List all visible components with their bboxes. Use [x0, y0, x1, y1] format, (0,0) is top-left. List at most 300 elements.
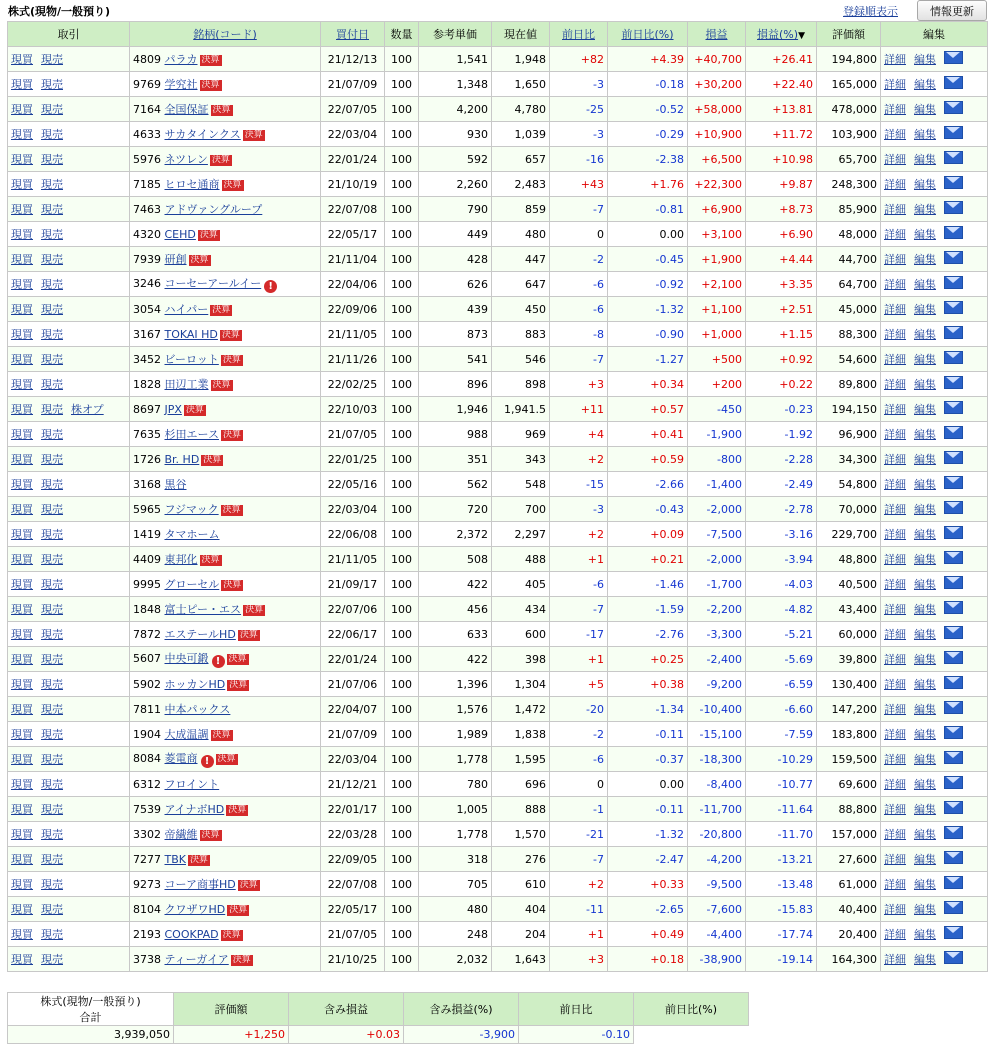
detail-link[interactable]: 詳細: [884, 778, 906, 791]
day-change-pct: -2.38: [608, 147, 688, 172]
buy-link[interactable]: 現買: [11, 153, 33, 166]
sell-link[interactable]: 現売: [41, 53, 63, 66]
edit-link[interactable]: 編集: [914, 878, 936, 891]
edit-link[interactable]: 編集: [914, 453, 936, 466]
sell-link[interactable]: 現売: [41, 128, 63, 141]
earnings-badge[interactable]: 決算: [239, 880, 258, 890]
earnings-badge[interactable]: 決算: [223, 580, 242, 590]
quantity: 100: [385, 47, 419, 72]
detail-link[interactable]: 詳細: [884, 528, 906, 541]
edit-link[interactable]: 編集: [914, 653, 936, 666]
sell-link[interactable]: 現売: [41, 353, 63, 366]
buy-link[interactable]: 現買: [11, 428, 33, 441]
profit-loss: +1,000: [688, 322, 746, 347]
buy-link[interactable]: 現買: [11, 403, 33, 416]
sell-link[interactable]: 現売: [41, 528, 63, 541]
mail-icon[interactable]: [944, 401, 963, 414]
current-price: 480: [492, 222, 550, 247]
buy-link[interactable]: 現買: [11, 253, 33, 266]
edit-link[interactable]: 編集: [914, 253, 936, 266]
earnings-badge[interactable]: 決算: [229, 905, 248, 915]
stock-code: 3738: [133, 953, 161, 966]
stock-name-link[interactable]: 杉田エース: [164, 428, 219, 441]
profit-loss-pct: +26.41: [746, 47, 817, 72]
mail-icon[interactable]: [944, 126, 963, 139]
edit-link[interactable]: 編集: [914, 628, 936, 641]
mail-icon[interactable]: [944, 226, 963, 239]
stock-name-link[interactable]: ネツレン: [164, 153, 208, 166]
stock-name-link[interactable]: 黒谷: [164, 478, 187, 491]
stock-name-link[interactable]: グローセル: [164, 578, 220, 591]
buy-link[interactable]: 現買: [11, 453, 33, 466]
earnings-badge[interactable]: 決算: [189, 854, 208, 865]
earnings-badge[interactable]: 決算: [222, 505, 241, 515]
mail-icon[interactable]: [944, 151, 963, 164]
edit-link[interactable]: 編集: [914, 203, 936, 216]
mail-icon[interactable]: [944, 651, 963, 664]
sell-link[interactable]: 現売: [41, 678, 63, 691]
edit-link[interactable]: 編集: [914, 928, 936, 941]
buy-link[interactable]: 現買: [11, 178, 33, 191]
stock-name-link[interactable]: コーア商事HD: [164, 878, 236, 891]
detail-link[interactable]: 詳細: [884, 103, 906, 116]
mail-icon[interactable]: [944, 251, 963, 264]
stock-code: 1828: [133, 378, 161, 391]
buy-link[interactable]: 現買: [11, 503, 33, 516]
edit-link[interactable]: 編集: [914, 478, 936, 491]
mail-icon[interactable]: [944, 351, 963, 364]
edit-link[interactable]: 編集: [914, 353, 936, 366]
mail-icon[interactable]: [944, 426, 963, 439]
stock-name-link[interactable]: クワザワHD: [164, 903, 226, 916]
stock-name-link[interactable]: 学究社: [164, 78, 198, 91]
sell-link[interactable]: 現売: [41, 703, 63, 716]
detail-link[interactable]: 詳細: [884, 78, 906, 91]
mail-icon[interactable]: [944, 601, 963, 614]
edit-link[interactable]: 編集: [914, 53, 936, 66]
stock-name-link[interactable]: サカタインクス: [164, 128, 241, 141]
mail-icon[interactable]: [944, 701, 963, 714]
header-plpct[interactable]: [746, 22, 817, 47]
stock-name-link[interactable]: コーセーアールイー: [164, 277, 262, 290]
mail-icon[interactable]: [944, 826, 963, 839]
earnings-badge[interactable]: 決算: [228, 654, 247, 664]
stock-option-link[interactable]: 株オプ: [71, 403, 104, 416]
sort-plpct-link[interactable]: 損益(%): [757, 28, 799, 41]
profit-loss: -38,900: [688, 947, 746, 972]
edit-link[interactable]: 編集: [914, 678, 936, 691]
buy-link[interactable]: 現買: [11, 203, 33, 216]
sell-link[interactable]: 現売: [41, 628, 63, 641]
day-change: +1: [550, 922, 608, 947]
detail-link[interactable]: 詳細: [884, 478, 906, 491]
header-chg[interactable]: [550, 22, 608, 47]
detail-link[interactable]: 詳細: [884, 828, 906, 841]
earnings-badge[interactable]: 決算: [211, 155, 230, 165]
edit-link[interactable]: 編集: [914, 403, 936, 416]
edit-link[interactable]: 編集: [914, 128, 936, 141]
buy-link[interactable]: 現買: [11, 278, 33, 291]
sell-link[interactable]: 現売: [41, 153, 63, 166]
sell-link[interactable]: 現売: [41, 578, 63, 591]
sell-link[interactable]: 現売: [41, 178, 63, 191]
detail-link[interactable]: 詳細: [884, 178, 906, 191]
sell-link[interactable]: 現売: [41, 553, 63, 566]
edit-link[interactable]: 編集: [914, 603, 936, 616]
sell-link[interactable]: 現売: [41, 753, 63, 766]
buy-link[interactable]: 現買: [11, 753, 33, 766]
detail-link[interactable]: 詳細: [884, 853, 906, 866]
edit-link[interactable]: 編集: [914, 103, 936, 116]
detail-link[interactable]: 詳細: [884, 353, 906, 366]
detail-link[interactable]: 詳細: [884, 803, 906, 816]
edit-link[interactable]: 編集: [914, 228, 936, 241]
mail-icon[interactable]: [944, 551, 963, 564]
earnings-badge[interactable]: 決算: [222, 929, 241, 940]
stock-name-link[interactable]: パラカ: [164, 53, 198, 66]
buy-link[interactable]: 現買: [11, 653, 33, 666]
detail-link[interactable]: 詳細: [884, 653, 906, 666]
edit-link[interactable]: 編集: [914, 553, 936, 566]
detail-link[interactable]: 詳細: [884, 328, 906, 341]
detail-link[interactable]: 詳細: [884, 703, 906, 716]
mail-icon[interactable]: [944, 101, 963, 114]
stock-name-link[interactable]: 東邦化: [164, 553, 198, 566]
earnings-badge[interactable]: 決算: [190, 255, 209, 265]
stock-name-link[interactable]: Br. HD: [164, 452, 200, 466]
earnings-badge[interactable]: 決算: [228, 805, 247, 815]
stock-name-link[interactable]: CEHD: [164, 227, 196, 241]
quantity: 100: [385, 347, 419, 372]
valuation: 89,800: [817, 372, 881, 397]
reference-price: 1,989: [419, 722, 492, 747]
detail-link[interactable]: 詳細: [884, 378, 906, 391]
edit-link[interactable]: 編集: [914, 153, 936, 166]
sell-link[interactable]: 現売: [41, 203, 63, 216]
sell-link[interactable]: 現売: [41, 503, 63, 516]
sell-link[interactable]: 現売: [41, 303, 63, 316]
detail-link[interactable]: 詳細: [884, 928, 906, 941]
mail-icon[interactable]: [944, 676, 963, 689]
mail-icon[interactable]: [944, 801, 963, 814]
detail-link[interactable]: 詳細: [884, 878, 906, 891]
stock-name-link[interactable]: アイナボHD: [164, 803, 225, 816]
edit-link[interactable]: 編集: [914, 953, 936, 966]
buy-link[interactable]: 現買: [11, 778, 33, 791]
edit-link[interactable]: 編集: [914, 828, 936, 841]
sell-link[interactable]: 現売: [41, 278, 63, 291]
buy-link[interactable]: 現買: [11, 903, 33, 916]
detail-link[interactable]: 詳細: [884, 453, 906, 466]
stock-name-link[interactable]: ハイパー: [164, 303, 209, 316]
detail-link[interactable]: 詳細: [884, 578, 906, 591]
mail-icon[interactable]: [944, 276, 963, 289]
sell-link[interactable]: 現売: [41, 728, 63, 741]
earnings-badge[interactable]: 決算: [239, 630, 258, 640]
stock-name-link[interactable]: TBK: [164, 852, 186, 866]
sell-link[interactable]: 現売: [41, 653, 63, 666]
sell-link[interactable]: 現売: [41, 853, 63, 866]
stock-name-link[interactable]: 全国保証: [164, 103, 209, 116]
edit-link[interactable]: 編集: [914, 703, 936, 716]
stock-name-link[interactable]: アドヴァングループ: [164, 203, 263, 216]
earnings-badge[interactable]: 決算: [223, 180, 242, 190]
earnings-badge[interactable]: 決算: [245, 605, 264, 615]
stock-name-link[interactable]: フロイント: [164, 778, 220, 791]
sort-chg-link[interactable]: 前日比: [562, 28, 595, 41]
buy-link[interactable]: 現買: [11, 603, 33, 616]
earnings-badge[interactable]: 決算: [221, 329, 240, 340]
profit-loss-pct: +0.22: [746, 372, 817, 397]
sell-link[interactable]: 現売: [41, 328, 63, 341]
sort-chgpct-link[interactable]: 前日比(%): [621, 28, 674, 41]
earnings-badge[interactable]: 決算: [201, 830, 220, 840]
buy-link[interactable]: 現買: [11, 678, 33, 691]
detail-link[interactable]: 詳細: [884, 603, 906, 616]
mail-icon[interactable]: [944, 376, 963, 389]
stock-name-link[interactable]: フジマック: [164, 503, 219, 516]
action-cell: [8, 322, 130, 347]
stock-name-link[interactable]: TOKAI HD: [164, 327, 218, 341]
buy-link[interactable]: 現買: [11, 128, 33, 141]
detail-link[interactable]: 詳細: [884, 153, 906, 166]
earnings-badge[interactable]: 決算: [201, 555, 220, 565]
detail-link[interactable]: 詳細: [884, 128, 906, 141]
earnings-badge[interactable]: 決算: [185, 404, 204, 415]
buy-link[interactable]: 現買: [11, 553, 33, 566]
profit-loss-pct: -10.29: [746, 747, 817, 772]
buy-link[interactable]: 現買: [11, 878, 33, 891]
edit-link[interactable]: 編集: [914, 778, 936, 791]
edit-link[interactable]: 編集: [914, 853, 936, 866]
table-row: [8, 922, 988, 947]
stock-name-link[interactable]: ヒロセ通商: [164, 178, 220, 191]
buy-link[interactable]: 現買: [11, 528, 33, 541]
sell-link[interactable]: 現売: [41, 903, 63, 916]
edit-link[interactable]: 編集: [914, 78, 936, 91]
current-price: 548: [492, 472, 550, 497]
detail-link[interactable]: 詳細: [884, 728, 906, 741]
registration-order-link[interactable]: 登録順表示: [843, 5, 898, 18]
stock-name-link[interactable]: 田辺工業: [164, 378, 209, 391]
earnings-badge[interactable]: 決算: [201, 80, 220, 90]
buy-link[interactable]: 現買: [11, 803, 33, 816]
sell-link[interactable]: 現売: [41, 803, 63, 816]
stock-name-link[interactable]: タマホーム: [164, 528, 220, 541]
buy-link[interactable]: 現買: [11, 853, 33, 866]
mail-icon[interactable]: [944, 726, 963, 739]
detail-link[interactable]: 詳細: [884, 278, 906, 291]
mail-icon[interactable]: [944, 776, 963, 789]
edit-link[interactable]: 編集: [914, 728, 936, 741]
detail-link[interactable]: 詳細: [884, 628, 906, 641]
buy-link[interactable]: 現買: [11, 478, 33, 491]
stock-name-link[interactable]: 大成温調: [164, 728, 209, 741]
earnings-badge[interactable]: 決算: [222, 430, 241, 440]
sell-link[interactable]: 現売: [41, 953, 63, 966]
sell-link[interactable]: 現売: [41, 603, 63, 616]
reference-price: 1,576: [419, 697, 492, 722]
mail-icon[interactable]: [944, 901, 963, 914]
stock-name-link[interactable]: ティーガイア: [164, 953, 229, 966]
buy-link[interactable]: 現買: [11, 53, 33, 66]
sell-link[interactable]: 現売: [41, 453, 63, 466]
mail-icon[interactable]: [944, 501, 963, 514]
detail-link[interactable]: 詳細: [884, 403, 906, 416]
edit-link[interactable]: 編集: [914, 178, 936, 191]
earnings-badge[interactable]: 決算: [244, 130, 263, 140]
detail-link[interactable]: 詳細: [884, 53, 906, 66]
stock-name-link[interactable]: COOKPAD: [164, 927, 219, 941]
profit-loss: -18,300: [688, 747, 746, 772]
stock-name-link[interactable]: エステールHD: [164, 628, 236, 641]
detail-link[interactable]: 詳細: [884, 303, 906, 316]
mail-icon[interactable]: [944, 176, 963, 189]
sort-pl-link[interactable]: 損益: [705, 28, 728, 41]
edit-link[interactable]: 編集: [914, 428, 936, 441]
edit-link[interactable]: 編集: [914, 503, 936, 516]
buy-link[interactable]: 現買: [11, 103, 33, 116]
detail-link[interactable]: 詳細: [884, 678, 906, 691]
profit-loss: +6,500: [688, 147, 746, 172]
buy-link[interactable]: 現買: [11, 303, 33, 316]
edit-link[interactable]: 編集: [914, 528, 936, 541]
profit-loss-pct: -19.14: [746, 947, 817, 972]
stock-cell: [130, 747, 321, 772]
header-pl[interactable]: [688, 22, 746, 47]
day-change-pct: -1.32: [608, 822, 688, 847]
detail-link[interactable]: 詳細: [884, 553, 906, 566]
sort-date-link[interactable]: 買付日: [336, 28, 369, 41]
buy-link[interactable]: 現買: [11, 78, 33, 91]
sell-link[interactable]: 現売: [41, 878, 63, 891]
sell-link[interactable]: 現売: [41, 403, 63, 416]
stock-name-link[interactable]: 富士ピー・エス: [164, 603, 242, 616]
mail-icon[interactable]: [944, 76, 963, 89]
stock-name-link[interactable]: 中央可鍛: [164, 652, 209, 665]
edit-link[interactable]: 編集: [914, 328, 936, 341]
buy-link[interactable]: 現買: [11, 928, 33, 941]
buy-link[interactable]: 現買: [11, 828, 33, 841]
action-cell: [8, 797, 130, 822]
edit-link[interactable]: 編集: [914, 578, 936, 591]
sell-link[interactable]: 現売: [41, 228, 63, 241]
mail-icon[interactable]: [944, 326, 963, 339]
sell-link[interactable]: 現売: [41, 78, 63, 91]
earnings-badge[interactable]: 決算: [199, 229, 218, 240]
detail-link[interactable]: 詳細: [884, 903, 906, 916]
mail-icon[interactable]: [944, 451, 963, 464]
detail-link[interactable]: 詳細: [884, 503, 906, 516]
header-chgpct[interactable]: [608, 22, 688, 47]
stock-name-link[interactable]: 中本パックス: [164, 703, 231, 716]
sell-link[interactable]: 現売: [41, 928, 63, 941]
action-cell: [8, 47, 130, 72]
earnings-badge[interactable]: 決算: [222, 355, 241, 365]
stock-name-link[interactable]: JPX: [164, 402, 182, 416]
earnings-badge[interactable]: 決算: [212, 380, 231, 390]
mail-icon[interactable]: [944, 951, 963, 964]
stock-name-link[interactable]: 帝繊維: [164, 828, 198, 841]
buy-link[interactable]: 現買: [11, 703, 33, 716]
detail-link[interactable]: 詳細: [884, 203, 906, 216]
mail-icon[interactable]: [944, 926, 963, 939]
earnings-badge[interactable]: 決算: [203, 454, 222, 465]
edit-link[interactable]: 編集: [914, 378, 936, 391]
mail-icon[interactable]: [944, 201, 963, 214]
earnings-badge[interactable]: 決算: [212, 730, 231, 740]
day-change-pct: -2.47: [608, 847, 688, 872]
detail-link[interactable]: 詳細: [884, 253, 906, 266]
sell-link[interactable]: 現売: [41, 103, 63, 116]
earnings-badge[interactable]: 決算: [232, 955, 251, 965]
mail-icon[interactable]: [944, 576, 963, 589]
edit-link[interactable]: 編集: [914, 278, 936, 291]
mail-icon[interactable]: [944, 751, 963, 764]
earnings-badge[interactable]: 決算: [229, 680, 248, 690]
earnings-badge[interactable]: 決算: [212, 305, 231, 315]
sort-code-link[interactable]: 銘柄(コード): [193, 28, 257, 41]
refresh-button[interactable]: 情報更新: [917, 0, 987, 21]
edit-link[interactable]: 編集: [914, 803, 936, 816]
sell-link[interactable]: 現売: [41, 478, 63, 491]
mail-icon[interactable]: [944, 301, 963, 314]
stock-name-link[interactable]: ビーロット: [164, 353, 219, 366]
buy-link[interactable]: 現買: [11, 628, 33, 641]
buy-link[interactable]: 現買: [11, 353, 33, 366]
detail-link[interactable]: 詳細: [884, 953, 906, 966]
mail-icon[interactable]: [944, 476, 963, 489]
sell-link[interactable]: 現売: [41, 428, 63, 441]
buy-link[interactable]: 現買: [11, 378, 33, 391]
stock-name-link[interactable]: ホッカンHD: [164, 678, 226, 691]
sell-link[interactable]: 現売: [41, 778, 63, 791]
sell-link[interactable]: 現売: [41, 378, 63, 391]
header-date[interactable]: [321, 22, 385, 47]
table-row: [8, 97, 988, 122]
buy-link[interactable]: 現買: [11, 578, 33, 591]
sell-link[interactable]: 現売: [41, 828, 63, 841]
buy-link[interactable]: 現買: [11, 328, 33, 341]
stock-name-link[interactable]: 研創: [164, 253, 187, 266]
quantity: 100: [385, 522, 419, 547]
mail-icon[interactable]: [944, 626, 963, 639]
mail-icon[interactable]: [944, 851, 963, 864]
edit-link[interactable]: 編集: [914, 753, 936, 766]
earnings-badge[interactable]: 決算: [217, 754, 236, 764]
detail-link[interactable]: 詳細: [884, 753, 906, 766]
mail-icon[interactable]: [944, 526, 963, 539]
mail-icon[interactable]: [944, 51, 963, 64]
header-code[interactable]: [130, 22, 321, 47]
earnings-badge[interactable]: 決算: [201, 55, 220, 65]
edit-link[interactable]: 編集: [914, 903, 936, 916]
purchase-date: 22/07/08: [321, 197, 385, 222]
detail-link[interactable]: 詳細: [884, 228, 906, 241]
earnings-badge[interactable]: 決算: [212, 105, 231, 115]
buy-link[interactable]: 現買: [11, 228, 33, 241]
mail-icon[interactable]: [944, 876, 963, 889]
stock-cell: [130, 572, 321, 597]
table-row: [8, 247, 988, 272]
buy-link[interactable]: 現買: [11, 953, 33, 966]
buy-link[interactable]: 現買: [11, 728, 33, 741]
stock-name-link[interactable]: 菱電商: [164, 752, 198, 765]
profit-loss: +22,300: [688, 172, 746, 197]
edit-link[interactable]: 編集: [914, 303, 936, 316]
detail-link[interactable]: 詳細: [884, 428, 906, 441]
sell-link[interactable]: 現売: [41, 253, 63, 266]
